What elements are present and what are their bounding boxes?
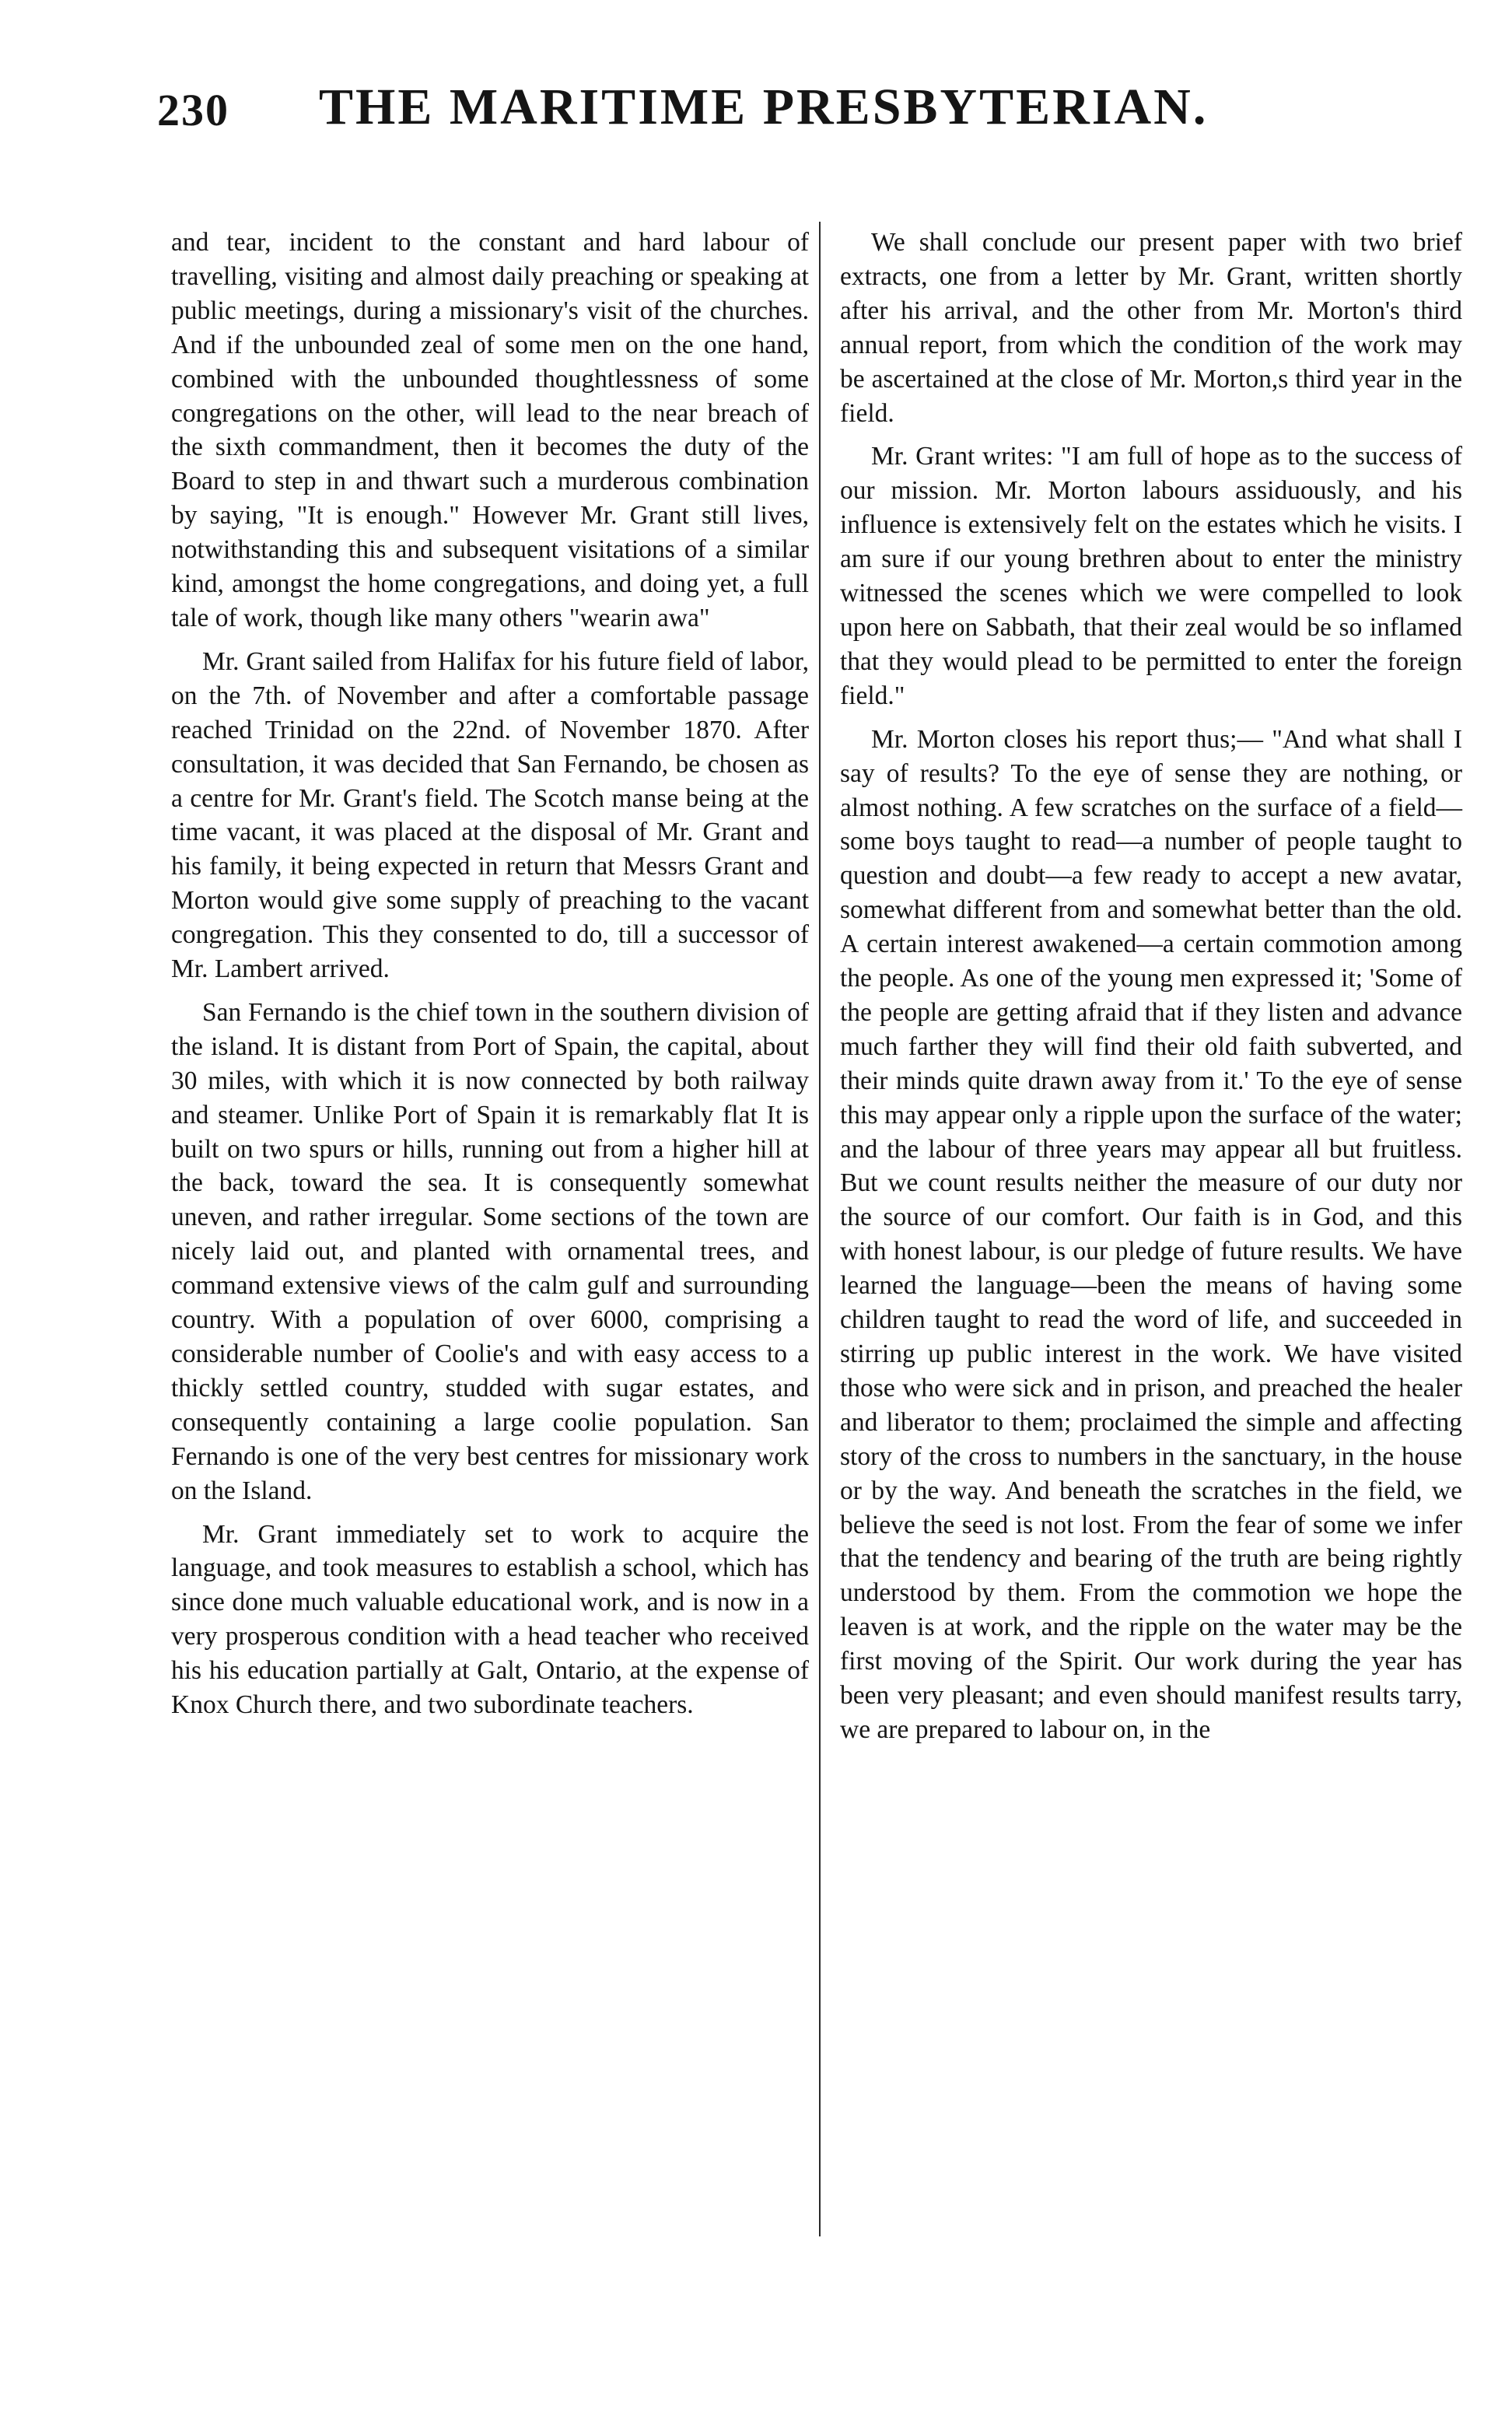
page-header (156, 70, 1209, 163)
left-column (171, 226, 809, 1732)
paragraph: Mr. Grant immediately set to work to acquire the language, and took measures to establish a school, which has since done much valuable educational work, and is now in a very prosperous condition with a head teacher who received his his education partially at Galt, Ontario, at the expense of Knox Church there, and two subordinate teachers. (171, 1519, 809, 1720)
page-number: 230 (157, 85, 229, 135)
paragraph: Mr. Grant writes: "I am full of hope as to the success of our mission. Mr. Morton labours assiduously, and his influence is extensively felt on the estates which he visits. I am sure if our young brethren about to enter the ministry witnessed the scenes which we were compelled to look upon here on Sabbath, that their zeal would be so inflamed that they would plead to be permitted to enter the foreign field." (840, 442, 1462, 710)
column-divider (819, 222, 821, 2236)
paragraph: and tear, incident to the constant and hard labour of travelling, visiting and almost daily preaching or speaking at public meetings, during a missionary's visit of the churches. And if the unbounded zeal of some men on the one hand, combined with the unbounded thoughtlessness of some congregations on the other, will lead to the near breach of the sixth commandment, then it becomes the duty of the Board to step in and thwart such a murderous combination by saying, "It is enough." However Mr. Grant still lives, notwithstanding this and subsequent visitations of a similar kind, amongst the home congregations, and doing yet, a full tale of work, though like many others "wearin awa" (171, 228, 809, 632)
right-column (840, 226, 1462, 1756)
paragraph: San Fernando is the chief town in the southern division of the island. It is distant from Port of Spain, the capital, about 30 miles, with which it is now connected by both railway and steamer. Unlike Port of Spain it is remarkably flat It is built on two spurs or hills, running out from a higher hill at the back, toward the sea. It is consequently somewhat uneven, and rather irregular. Some sections of the town are nicely laid out, and planted with ornamental trees, and command extensive views of the calm gulf and surrounding country. With a population of over 6000, comprising a considerable number of Coolie's and with easy access to a thickly settled country, studded with sugar estates, and consequently containing a large coolie population. San Fernando is one of the very best centres for missionary work on the Island. (171, 997, 809, 1505)
paragraph: Mr. Grant sailed from Halifax for his future field of labor, on the 7th. of November and after a comfortable passage reached Trinidad on the 22nd. of November 1870. After consultation, it was decided that San Fernando, be chosen as a centre for Mr. Grant's field. The Scotch manse being at the time vacant, it was placed at the disposal of Mr. Grant and his family, it being expected in return that Messrs Grant and Morton would give some supply of preaching to the vacant congregation. This they consented to do, till a successor of Mr. Lambert arrived. (171, 646, 809, 984)
journal-title: THE MARITIME PRESBYTERIAN. (319, 79, 1209, 135)
paragraph: Mr. Morton closes his report thus;— "And what shall I say of results? To the eye of sense they are nothing, or almost nothing. A few scratches on the surface of a field—some boys taught to read—a number of people taught to question and doubt—a few ready to accept a new avatar, somewhat different from and somewhat better than the old. A certain interest awakened—a certain commotion among the people. As one of the young men expressed it; 'Some of the people are getting afraid that if they listen and advance much farther they will find their old faith subverted, and their minds quite drawn away from it.' To the eye of sense this may appear only a ripple upon the surface of the water; and the labour of three years may appear all but fruitless. But we count results neither the measure of our duty nor the source of our comfort. Our faith is in God, and this with honest labour, is our pledge of future results. We have learned the language—been the means of having some children taught to read the word of life, and succeeded in stirring up public interest in the work. We have visited those who were sick and in prison, and preached the healer and liberator to them; proclaimed the simple and affecting story of the cross to numbers in the sanctuary, in the house or by the way. And beneath the scratches in the field, we believe the seed is not lost. From the fear of some we infer that the tendency and bearing of the truth are being rightly understood by them. From the commotion we hope the leaven is at work, and the ripple on the water may be the first moving of the Spirit. Our work during the year has been very pleasant; and even should manifest results tarry, we are prepared to labour on, in the (840, 724, 1462, 1744)
journal-page (156, 62, 1462, 2396)
paragraph: We shall conclude our present paper with two brief extracts, one from a letter by Mr. Grant, written shortly after his arrival, and the other from Mr. Morton's third annual report, from which the condition of the work may be ascertained at the close of Mr. Morton,s third year in the field. (840, 228, 1462, 428)
